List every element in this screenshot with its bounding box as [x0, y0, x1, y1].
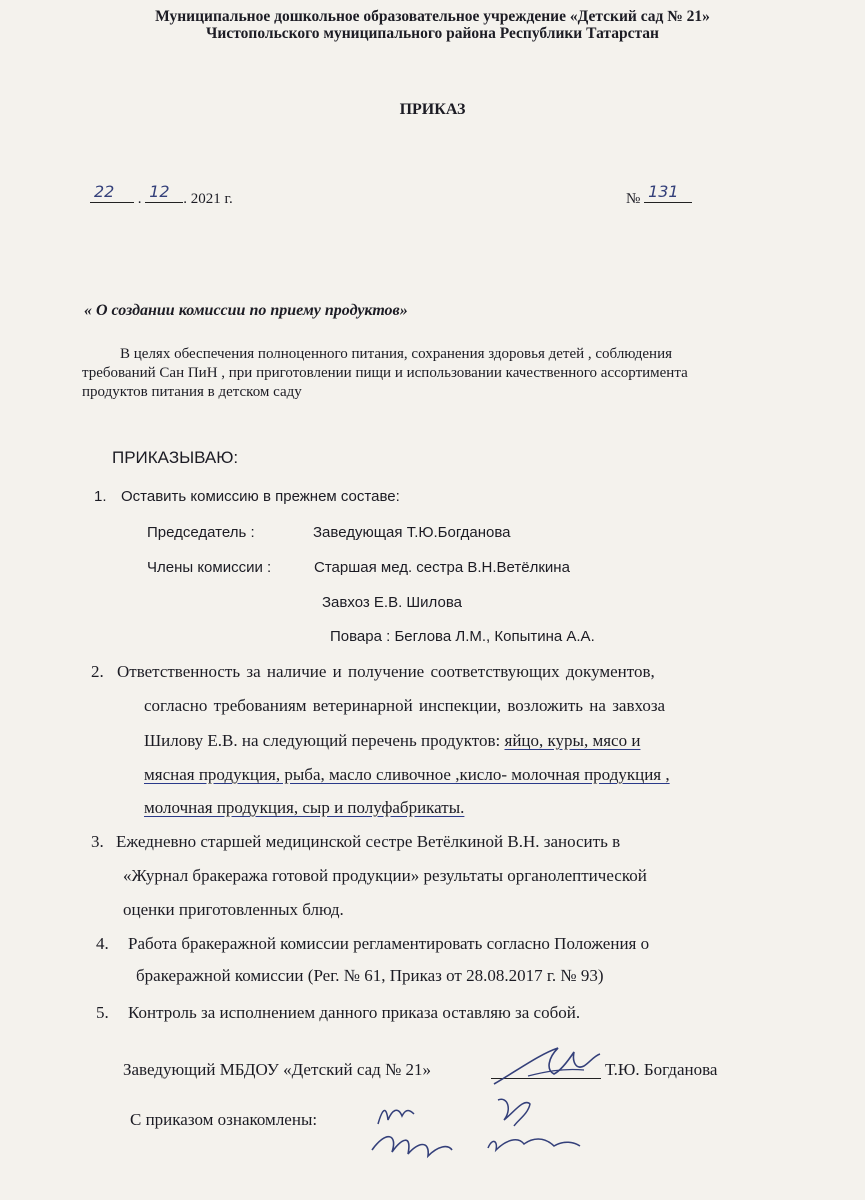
item-3-line-2: «Журнал бракеража готовой продукции» результаты органолептической	[123, 866, 647, 885]
order-date: 22 . 12 . 2021 г.	[90, 186, 233, 208]
item-4-line-1: Работа бракеражной комиссии регламентировать согласно Положения о	[128, 934, 650, 953]
acquainted-label: С приказом ознакомлены:	[130, 1110, 318, 1129]
date-month-field	[145, 182, 183, 203]
item-2-number: 2.	[91, 662, 104, 681]
document-title: ПРИКАЗ	[399, 101, 466, 118]
member-2: Завхоз Е.В. Шилова	[322, 594, 462, 611]
item-1-text: Оставить комиссию в прежнем составе:	[121, 488, 400, 505]
signature-name: Т.Ю. Богданова	[605, 1060, 718, 1079]
item-3-line-1: Ежедневно старшей медицинской сестре Ветёлкиной В.Н. заносить в	[116, 832, 621, 851]
item-5-text: Контроль за исполнением данного приказа оставляю за собой.	[128, 1003, 581, 1022]
chair-label: Председатель :	[147, 524, 255, 541]
member-1: Старшая мед. сестра В.Н.Ветёлкина	[314, 559, 570, 576]
chair-value: Заведующая Т.Ю.Богданова	[313, 524, 511, 541]
date-day: 22	[94, 182, 115, 201]
item-2-line-2: согласно требованиям ветеринарной инспекции, возложить на завхоза	[144, 696, 666, 715]
item-2-line-3a: Шилову Е.В. на следующий перечень продуктов:	[144, 731, 505, 750]
item-2-line-5: молочная продукция, сыр и полуфабрикаты.	[144, 798, 465, 817]
date-day-field	[90, 182, 134, 203]
member-3: Повара : Беглова Л.М., Копытина А.А.	[330, 628, 595, 645]
acquaintance-signatures-icon	[368, 1090, 598, 1170]
item-1-number: 1.	[94, 488, 107, 505]
preamble-line-2: требований Сан ПиН , при приготовлении пищи и использовании качественного ассортимента	[82, 365, 688, 381]
item-3-line-3: оценки приготовленных блюд.	[123, 900, 344, 919]
signature-position: Заведующий МБДОУ «Детский сад № 21»	[123, 1060, 432, 1079]
date-month: 12	[149, 182, 170, 201]
order-subject: « О создании комиссии по приему продуктов»	[84, 302, 408, 319]
org-name-line2: Чистопольского муниципального района Республики Татарстан	[206, 25, 659, 42]
item-2-line-1: Ответственность за наличие и получение соответствующих документов,	[117, 662, 655, 681]
item-5-number: 5.	[96, 1003, 109, 1022]
director-signature-icon	[488, 1040, 606, 1092]
order-number	[626, 182, 692, 208]
products-list-start: яйцо, куры, мясо и	[504, 731, 641, 750]
order-number-field	[644, 182, 692, 203]
members-label: Члены комиссии :	[147, 559, 272, 576]
item-4-number: 4.	[96, 934, 109, 953]
org-name-line1: Муниципальное дошкольное образовательное учреждение «Детский сад № 21»	[155, 8, 710, 25]
date-year: . 2021 г.	[183, 191, 233, 207]
order-number-label: №	[626, 191, 641, 207]
item-2-line-4: мясная продукция, рыба, масло сливочное ,кисло- молочная продукция ,	[144, 765, 670, 784]
preamble-line-1: В целях обеспечения полноценного питания, сохранения здоровья детей , соблюдения	[120, 346, 672, 362]
order-word: ПРИКАЗЫВАЮ:	[112, 448, 239, 467]
item-2-line-3	[144, 731, 640, 751]
item-3-number: 3.	[91, 832, 104, 851]
preamble-line-3: продуктов питания в детском саду	[82, 384, 302, 400]
order-number-value: 131	[648, 182, 679, 201]
item-4-line-2: бракеражной комиссии (Рег. № 61, Приказ от 28.08.2017 г. № 93)	[136, 966, 604, 985]
